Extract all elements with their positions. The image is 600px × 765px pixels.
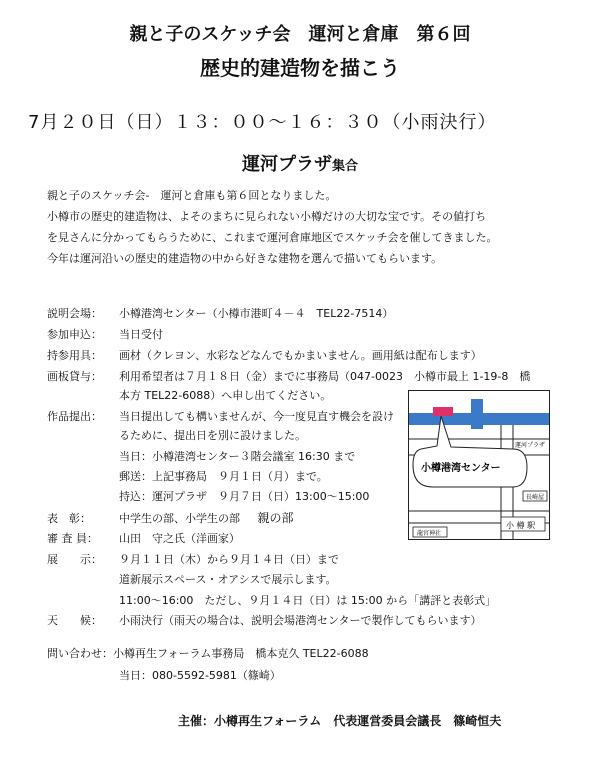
judge-text: 山田 守之氏（洋画家） (119, 532, 240, 545)
center-label: 小樽港湾センター (421, 463, 501, 474)
apply-row (47, 326, 163, 342)
apply-text: 当日受付 (119, 328, 163, 341)
intro-line: 今年は運河沿いの歴史的建造物の中から好きな建物を選んで描いてもらいます。 (47, 252, 443, 265)
loan-text-2: 本方 TEL22-6088）へ申し出てください。 (119, 389, 332, 402)
nagasaki-label: 長崎屋 (526, 494, 545, 501)
meeting-suffix: 集合 (331, 159, 358, 174)
exhibit-label: 展 示： (47, 553, 102, 566)
center-marker (433, 407, 453, 416)
location-map (408, 390, 550, 540)
canal-branch (471, 399, 483, 429)
submit-text-1: 当日提出しても構いませんが、今一度見直す機会を設け (119, 410, 394, 423)
exhibit-text-1: ９月１１日（木）から９月１４日（日）まで (119, 553, 339, 566)
meeting-place (0, 150, 600, 176)
submit-text-3: 当日：小樽港湾センター３階会議室 16:30 まで (119, 450, 356, 463)
weather-label: 天 候： (47, 614, 102, 627)
organizer: 主催：小樽再生フォーラム 代表運営委員会議長 篠崎恒夫 (178, 714, 502, 728)
judge-row (47, 530, 240, 546)
submit-text-5: 持込：運河プラザ ９月７日（日）13:00～15:00 (119, 490, 370, 503)
bring-text: 画材（クレヨン、水彩などなんでもかまいません。画用紙は配布します） (119, 349, 482, 362)
exhibit-text-3: 11:00～16:00 ただし、９月１４日（日）は 15:00 から「講評と表彰式」 (119, 594, 497, 607)
submit-text-2: るために、提出日を別に設けました。 (119, 429, 306, 442)
loan-label: 画板貸与： (47, 370, 102, 383)
bring-row (47, 347, 482, 363)
submit-text-4: 郵送：上記事務局 ９月１日（月）まで。 (119, 470, 328, 483)
contact-line1: 問い合わせ：小樽再生フォーラム事務局 橋本克久 TEL22-6088 (47, 647, 369, 660)
callout-bubble (413, 416, 527, 487)
exhibit-row (47, 551, 339, 567)
contact-block (47, 645, 369, 683)
bring-label: 持参用具： (47, 349, 102, 362)
judge-label: 審 査 員： (47, 532, 98, 545)
weather-text: 小雨決行（雨天の場合は、説明会場港湾センターで製作してもらいます） (119, 614, 482, 627)
award-text: 中学生の部、小学生の部 (119, 512, 240, 525)
contact-line2: 当日：080-5592-5981（篠崎） (119, 669, 281, 682)
submit-row (47, 408, 394, 424)
weather-row (47, 612, 482, 628)
intro-line: を見さんに分かってもらうために、これまで運河倉庫地区でスケッチ会を催してきました。 (47, 231, 498, 244)
title-line1: 親と子のスケッチ会 運河と倉庫 第６回 (129, 24, 471, 45)
loan-row (47, 368, 530, 384)
meeting-place-name: 運河プラザ (241, 154, 332, 175)
venue-text: 小樽港湾センター（小樽市港町４－４ TEL22-7514） (119, 307, 394, 320)
venue-row (47, 305, 393, 321)
canal-plaza-label: 運河プラザ (515, 442, 546, 449)
award-label: 表 彰： (47, 512, 91, 525)
venue-label: 説明会場： (47, 307, 102, 320)
intro-line: 小樽市の歴史的建造物は、よそのまちに見られない小樽だけの大切な宝です。その値打ち (47, 210, 487, 223)
event-datetime: 7月２０日（日）１３：００～１６：３０（小雨決行） (28, 112, 497, 133)
loan-text-1: 利用希望者は７月１８日（金）までに事務局（047-0023 小樽市最上 1-19-8 橋 (119, 370, 531, 383)
shrine-label: 龍宮神社 (417, 530, 442, 537)
apply-label: 参加申込： (47, 328, 102, 341)
station-label: 小 樽 駅 (506, 521, 536, 530)
intro-paragraph (47, 185, 497, 269)
award-handwritten: 親の部 (257, 511, 294, 525)
submit-label: 作品提出： (47, 410, 102, 423)
award-row (47, 509, 294, 526)
exhibit-text-2: 道新展示スペース・オアシスで展示します。 (119, 573, 337, 586)
title-line2: 歴史的建造物を描こう (200, 56, 400, 80)
intro-line: 親と子のスケッチ会‐ 運河と倉庫も第６回となりました。 (47, 189, 337, 202)
map-drawing (409, 391, 549, 539)
